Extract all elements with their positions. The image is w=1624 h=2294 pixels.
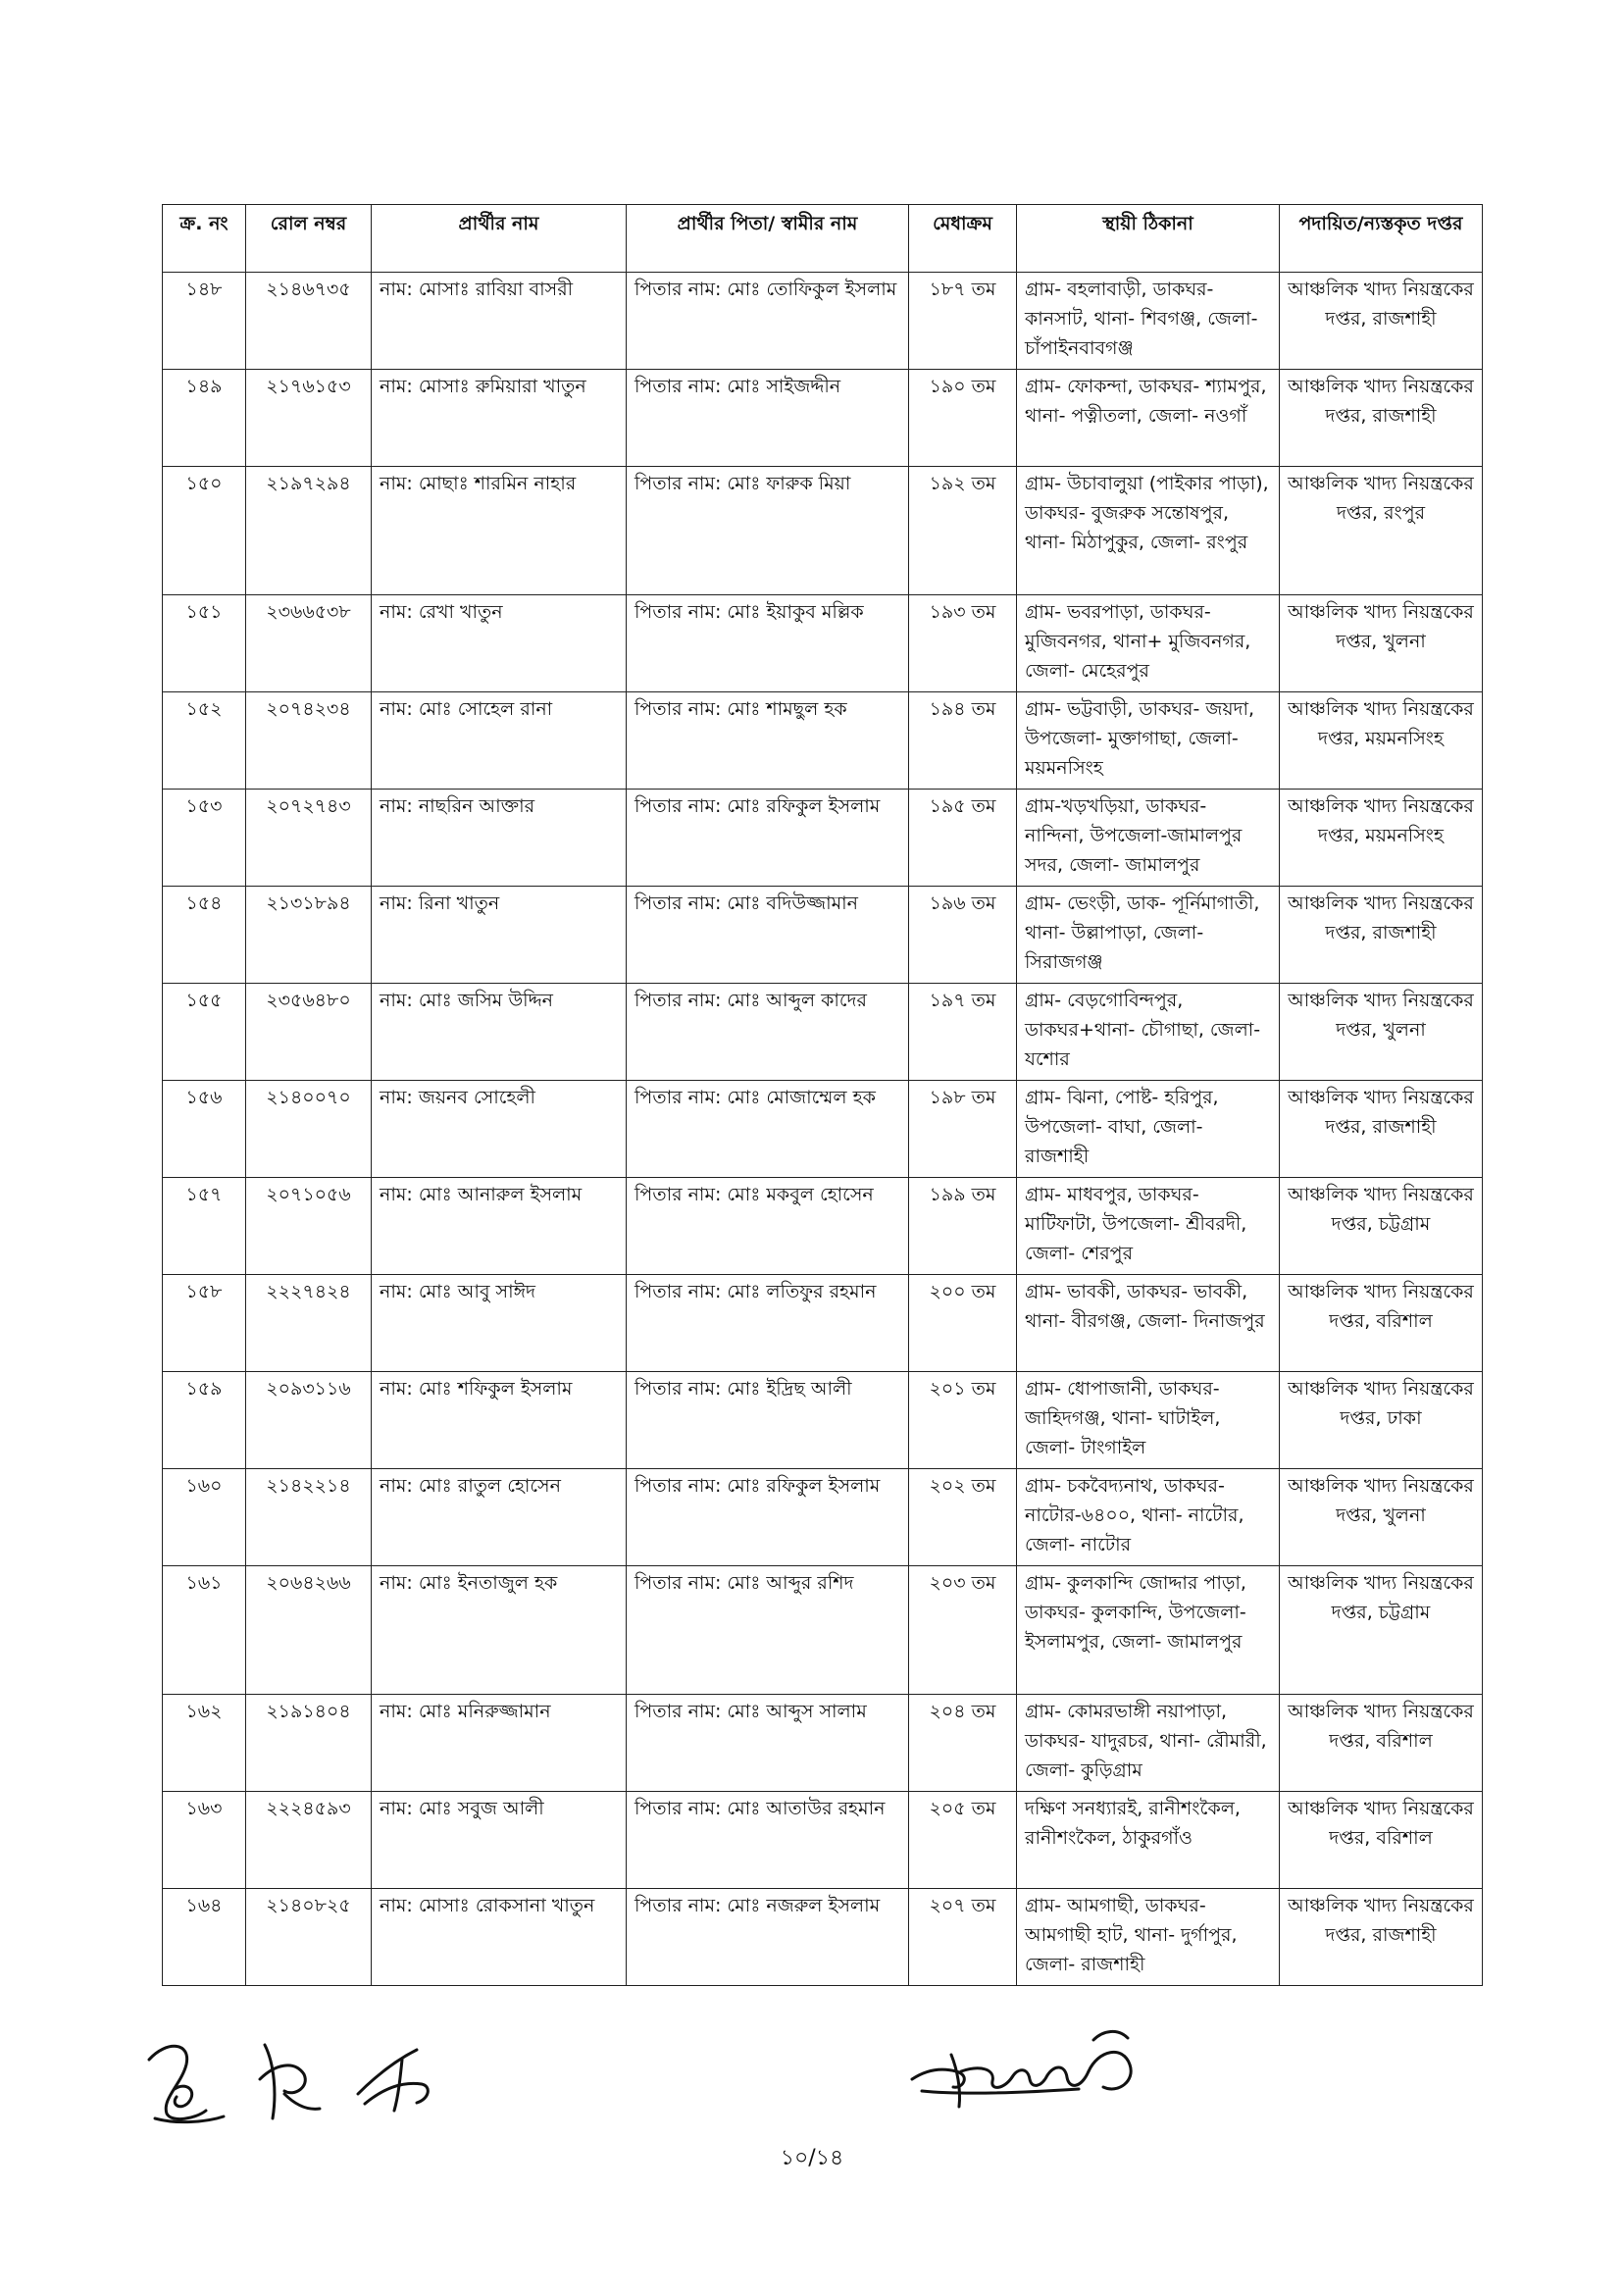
cell-office: আঞ্চলিক খাদ্য নিয়ন্ত্রকের দপ্তর, রাজশাহী — [1280, 370, 1483, 467]
cell-candidate-name: নাম: রেখা খাতুন — [372, 595, 627, 692]
cell-office: আঞ্চলিক খাদ্য নিয়ন্ত্রকের দপ্তর, চট্টগ্রাম — [1280, 1178, 1483, 1275]
table-row — [163, 692, 1483, 790]
table-row — [163, 273, 1483, 370]
table-row — [163, 1566, 1483, 1695]
cell-merit: ২০৩ তম — [909, 1566, 1017, 1695]
cell-office: আঞ্চলিক খাদ্য নিয়ন্ত্রকের দপ্তর, খুলনা — [1280, 984, 1483, 1081]
table-row — [163, 1469, 1483, 1566]
table-row — [163, 467, 1483, 595]
header-roll: রোল নম্বর — [246, 205, 372, 273]
cell-roll: ২১৪০০৭০ — [246, 1081, 372, 1178]
cell-candidate-name: নাম: মোঃ জসিম উদ্দিন — [372, 984, 627, 1081]
cell-roll: ২০৭৪২৩৪ — [246, 692, 372, 790]
table-row — [163, 1275, 1483, 1372]
cell-roll: ২৩৫৬৪৮০ — [246, 984, 372, 1081]
cell-merit: ২০৭ তম — [909, 1889, 1017, 1986]
cell-serial: ১৫৮ — [163, 1275, 246, 1372]
table-row — [163, 984, 1483, 1081]
cell-merit: ১৯৫ তম — [909, 790, 1017, 887]
cell-office: আঞ্চলিক খাদ্য নিয়ন্ত্রকের দপ্তর, বরিশাল — [1280, 1792, 1483, 1889]
cell-office: আঞ্চলিক খাদ্য নিয়ন্ত্রকের দপ্তর, রাজশাহী — [1280, 887, 1483, 984]
cell-candidate-name: নাম: মোঃ মনিরুজ্জামান — [372, 1695, 627, 1792]
cell-guardian-name: পিতার নাম: মোঃ আব্দুস সালাম — [627, 1695, 909, 1792]
cell-address: গ্রাম-খড়খড়িয়া, ডাকঘর- নান্দিনা, উপজেলা-জামালপুর সদর, জেলা- জামালপুর — [1017, 790, 1280, 887]
header-guardian: প্রার্থীর পিতা/ স্বামীর নাম — [627, 205, 909, 273]
header-merit: মেধাক্রম — [909, 205, 1017, 273]
cell-address: গ্রাম- কুলকান্দি জোদ্দার পাড়া, ডাকঘর- কুলকান্দি, উপজেলা- ইসলামপুর, জেলা- জামালপুর — [1017, 1566, 1280, 1695]
cell-serial: ১৫০ — [163, 467, 246, 595]
cell-guardian-name: পিতার নাম: মোঃ শামছুল হক — [627, 692, 909, 790]
cell-serial: ১৬০ — [163, 1469, 246, 1566]
cell-office: আঞ্চলিক খাদ্য নিয়ন্ত্রকের দপ্তর, রাজশাহী — [1280, 1889, 1483, 1986]
cell-guardian-name: পিতার নাম: মোঃ ইয়াকুব মল্লিক — [627, 595, 909, 692]
cell-candidate-name: নাম: মোঃ সোহেল রানা — [372, 692, 627, 790]
table-row — [163, 790, 1483, 887]
cell-candidate-name: নাম: মোসাঃ রুমিয়ারা খাতুন — [372, 370, 627, 467]
cell-roll: ২২২৭৪২৪ — [246, 1275, 372, 1372]
cell-office: আঞ্চলিক খাদ্য নিয়ন্ত্রকের দপ্তর, রাজশাহী — [1280, 1081, 1483, 1178]
cell-merit: ১৯২ তম — [909, 467, 1017, 595]
cell-candidate-name: নাম: জয়নব সোহেলী — [372, 1081, 627, 1178]
cell-roll: ২১৩১৮৯৪ — [246, 887, 372, 984]
cell-candidate-name: নাম: মোছাঃ শারমিন নাহার — [372, 467, 627, 595]
cell-serial: ১৬২ — [163, 1695, 246, 1792]
cell-merit: ২০১ তম — [909, 1372, 1017, 1469]
cell-guardian-name: পিতার নাম: মোঃ সাইজদ্দীন — [627, 370, 909, 467]
table-row — [163, 370, 1483, 467]
table-row — [163, 887, 1483, 984]
cell-roll: ২০৬৪২৬৬ — [246, 1566, 372, 1695]
cell-address: গ্রাম- ভেংড়ী, ডাক- পূর্নিমাগাতী, থানা- উল্লাপাড়া, জেলা- সিরাজগঞ্জ — [1017, 887, 1280, 984]
cell-office: আঞ্চলিক খাদ্য নিয়ন্ত্রকের দপ্তর, ঢাকা — [1280, 1372, 1483, 1469]
cell-office: আঞ্চলিক খাদ্য নিয়ন্ত্রকের দপ্তর, ময়মনসিংহ — [1280, 790, 1483, 887]
table-row — [163, 1372, 1483, 1469]
header-address: স্থায়ী ঠিকানা — [1017, 205, 1280, 273]
cell-serial: ১৫৭ — [163, 1178, 246, 1275]
cell-merit: ২০৫ তম — [909, 1792, 1017, 1889]
cell-serial: ১৫১ — [163, 595, 246, 692]
signature-left — [137, 2020, 471, 2138]
table-body — [163, 273, 1483, 1986]
cell-roll: ২১৪০৮২৫ — [246, 1889, 372, 1986]
cell-roll: ২১৯১৪০৪ — [246, 1695, 372, 1792]
cell-merit: ১৯৬ তম — [909, 887, 1017, 984]
cell-merit: ১৯৮ তম — [909, 1081, 1017, 1178]
cell-candidate-name: নাম: মোঃ আবু সাঈদ — [372, 1275, 627, 1372]
cell-roll: ২১৭৬১৫৩ — [246, 370, 372, 467]
cell-candidate-name: নাম: মোঃ শফিকুল ইসলাম — [372, 1372, 627, 1469]
cell-address: গ্রাম- ভাবকী, ডাকঘর- ভাবকী, থানা- বীরগঞ্জ, জেলা- দিনাজপুর — [1017, 1275, 1280, 1372]
cell-address: গ্রাম- ধোপাজানী, ডাকঘর- জাহিদগঞ্জ, থানা- ঘাটাইল, জেলা- টাংগাইল — [1017, 1372, 1280, 1469]
cell-office: আঞ্চলিক খাদ্য নিয়ন্ত্রকের দপ্তর, ময়মনসিংহ — [1280, 692, 1483, 790]
cell-guardian-name: পিতার নাম: মোঃ লতিফুর রহমান — [627, 1275, 909, 1372]
cell-candidate-name: নাম: মোঃ সবুজ আলী — [372, 1792, 627, 1889]
cell-serial: ১৫৪ — [163, 887, 246, 984]
cell-address: গ্রাম- মাধবপুর, ডাকঘর- মাটিফাটা, উপজেলা- শ্রীবরদী, জেলা- শেরপুর — [1017, 1178, 1280, 1275]
cell-office: আঞ্চলিক খাদ্য নিয়ন্ত্রকের দপ্তর, বরিশাল — [1280, 1275, 1483, 1372]
page-number: ১০/১৪ — [780, 2146, 844, 2170]
cell-address: গ্রাম- ভবরপাড়া, ডাকঘর- মুজিবনগর, থানা+ মুজিবনগর, জেলা- মেহেরপুর — [1017, 595, 1280, 692]
cell-merit: ২০৪ তম — [909, 1695, 1017, 1792]
cell-guardian-name: পিতার নাম: মোঃ ইদ্রিছ আলী — [627, 1372, 909, 1469]
cell-merit: ১৯৪ তম — [909, 692, 1017, 790]
cell-candidate-name: নাম: মোসাঃ রাবিয়া বাসরী — [372, 273, 627, 370]
cell-address: গ্রাম- ভট্টবাড়ী, ডাকঘর- জয়দা, উপজেলা- মুক্তাগাছা, জেলা- ময়মনসিংহ — [1017, 692, 1280, 790]
cell-guardian-name: পিতার নাম: মোঃ বদিউজ্জামান — [627, 887, 909, 984]
cell-candidate-name: নাম: মোঃ ইনতাজুল হক — [372, 1566, 627, 1695]
cell-merit: ১৯৭ তম — [909, 984, 1017, 1081]
cell-address: গ্রাম- কোমরভাঙ্গী নয়াপাড়া, ডাকঘর- যাদুরচর, থানা- রৌমারী, জেলা- কুড়িগ্রাম — [1017, 1695, 1280, 1792]
cell-candidate-name: নাম: মোঃ রাতুল হোসেন — [372, 1469, 627, 1566]
cell-guardian-name: পিতার নাম: মোঃ ফারুক মিয়া — [627, 467, 909, 595]
table-header-row — [163, 205, 1483, 273]
cell-serial: ১৫৬ — [163, 1081, 246, 1178]
table-row — [163, 595, 1483, 692]
cell-guardian-name: পিতার নাম: মোঃ আতাউর রহমান — [627, 1792, 909, 1889]
cell-roll: ২০৭২৭৪৩ — [246, 790, 372, 887]
cell-roll: ২০৯৩১১৬ — [246, 1372, 372, 1469]
cell-serial: ১৫৩ — [163, 790, 246, 887]
cell-guardian-name: পিতার নাম: মোঃ রফিকুল ইসলাম — [627, 1469, 909, 1566]
header-serial: ক্র. নং — [163, 205, 246, 273]
table-row — [163, 1081, 1483, 1178]
cell-address: গ্রাম- আমগাছী, ডাকঘর- আমগাছী হাট, থানা- দুর্গাপুর, জেলা- রাজশাহী — [1017, 1889, 1280, 1986]
cell-roll: ২১৯৭২৯৪ — [246, 467, 372, 595]
cell-candidate-name: নাম: রিনা খাতুন — [372, 887, 627, 984]
cell-merit: ১৯০ তম — [909, 370, 1017, 467]
cell-serial: ১৬৪ — [163, 1889, 246, 1986]
cell-roll: ২২২৪৫৯৩ — [246, 1792, 372, 1889]
cell-guardian-name: পিতার নাম: মোঃ আব্দুল কাদের — [627, 984, 909, 1081]
cell-candidate-name: নাম: নাছরিন আক্তার — [372, 790, 627, 887]
candidate-table — [162, 204, 1483, 1986]
cell-address: দক্ষিণ সনধ্যারই, রানীশংকৈল, রানীশংকৈল, ঠাকুরগাঁও — [1017, 1792, 1280, 1889]
cell-guardian-name: পিতার নাম: মোঃ তোফিকুল ইসলাম — [627, 273, 909, 370]
cell-guardian-name: পিতার নাম: মোঃ মোজাম্মেল হক — [627, 1081, 909, 1178]
cell-office: আঞ্চলিক খাদ্য নিয়ন্ত্রকের দপ্তর, রাজশাহী — [1280, 273, 1483, 370]
cell-office: আঞ্চলিক খাদ্য নিয়ন্ত্রকের দপ্তর, রংপুর — [1280, 467, 1483, 595]
cell-serial: ১৬১ — [163, 1566, 246, 1695]
table-row — [163, 1695, 1483, 1792]
cell-guardian-name: পিতার নাম: মোঃ মকবুল হোসেন — [627, 1178, 909, 1275]
cell-candidate-name: নাম: মোসাঃ রোকসানা খাতুন — [372, 1889, 627, 1986]
cell-roll: ২০৭১০৫৬ — [246, 1178, 372, 1275]
cell-roll: ২১৪২২১৪ — [246, 1469, 372, 1566]
cell-merit: ১৯৯ তম — [909, 1178, 1017, 1275]
cell-candidate-name: নাম: মোঃ আনারুল ইসলাম — [372, 1178, 627, 1275]
header-office: পদায়িত/ন্যস্তকৃত দপ্তর — [1280, 205, 1483, 273]
signature-right — [902, 2011, 1157, 2128]
cell-serial: ১৫২ — [163, 692, 246, 790]
cell-address: গ্রাম- উচাবালুয়া (পাইকার পাড়া), ডাকঘর- বুজরুক সন্তোষপুর, থানা- মিঠাপুকুর, জেলা- রংপুর — [1017, 467, 1280, 595]
cell-guardian-name: পিতার নাম: মোঃ রফিকুল ইসলাম — [627, 790, 909, 887]
cell-office: আঞ্চলিক খাদ্য নিয়ন্ত্রকের দপ্তর, খুলনা — [1280, 595, 1483, 692]
cell-office: আঞ্চলিক খাদ্য নিয়ন্ত্রকের দপ্তর, খুলনা — [1280, 1469, 1483, 1566]
cell-merit: ২০০ তম — [909, 1275, 1017, 1372]
cell-merit: ২০২ তম — [909, 1469, 1017, 1566]
cell-office: আঞ্চলিক খাদ্য নিয়ন্ত্রকের দপ্তর, চট্টগ্রাম — [1280, 1566, 1483, 1695]
cell-merit: ১৮৭ তম — [909, 273, 1017, 370]
cell-serial: ১৫৫ — [163, 984, 246, 1081]
cell-roll: ২৩৬৬৫৩৮ — [246, 595, 372, 692]
table-row — [163, 1889, 1483, 1986]
cell-guardian-name: পিতার নাম: মোঃ নজরুল ইসলাম — [627, 1889, 909, 1986]
cell-serial: ১৬৩ — [163, 1792, 246, 1889]
cell-address: গ্রাম- ঝিনা, পোষ্ট- হরিপুর, উপজেলা- বাঘা, জেলা- রাজশাহী — [1017, 1081, 1280, 1178]
table-row — [163, 1792, 1483, 1889]
cell-guardian-name: পিতার নাম: মোঃ আব্দুর রশিদ — [627, 1566, 909, 1695]
cell-merit: ১৯৩ তম — [909, 595, 1017, 692]
cell-serial: ১৪৯ — [163, 370, 246, 467]
cell-roll: ২১৪৬৭৩৫ — [246, 273, 372, 370]
cell-address: গ্রাম- চকবৈদ্যনাথ, ডাকঘর- নাটোর-৬৪০০, থানা- নাটোর, জেলা- নাটোর — [1017, 1469, 1280, 1566]
header-name: প্রার্থীর নাম — [372, 205, 627, 273]
cell-address: গ্রাম- বহলাবাড়ী, ডাকঘর- কানসাট, থানা- শিবগঞ্জ, জেলা- চাঁপাইনবাবগঞ্জ — [1017, 273, 1280, 370]
cell-office: আঞ্চলিক খাদ্য নিয়ন্ত্রকের দপ্তর, বরিশাল — [1280, 1695, 1483, 1792]
table-row — [163, 1178, 1483, 1275]
cell-address: গ্রাম- বেড়গোবিন্দপুর, ডাকঘর+থানা- চৌগাছা, জেলা- যশোর — [1017, 984, 1280, 1081]
cell-address: গ্রাম- ফোকন্দা, ডাকঘর- শ্যামপুর, থানা- পত্নীতলা, জেলা- নওগাঁ — [1017, 370, 1280, 467]
cell-serial: ১৫৯ — [163, 1372, 246, 1469]
cell-serial: ১৪৮ — [163, 273, 246, 370]
